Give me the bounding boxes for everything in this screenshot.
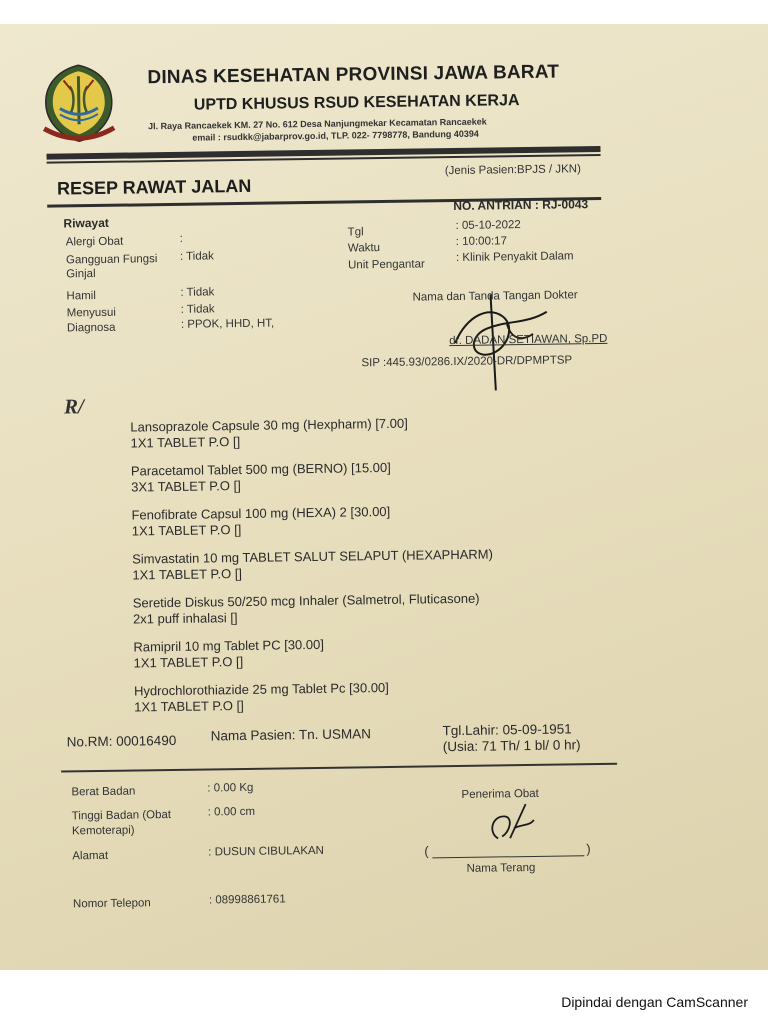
patient-age: (Usia: 71 Th/ 1 bl/ 0 hr) bbox=[442, 737, 581, 755]
medication-dose: 1X1 TABLET P.O [] bbox=[132, 566, 243, 583]
org-title: DINAS KESEHATAN PROVINSI JAWA BARAT bbox=[147, 61, 560, 89]
receiver-name-label: Nama Terang bbox=[466, 861, 536, 875]
weight-value: : 0.00 Kg bbox=[207, 781, 254, 795]
address-line: Jl. Raya Rancaekek KM. 27 No. 612 Desa Nanjungmekar Kecamatan Rancaekek bbox=[148, 116, 487, 132]
medication-name: Seretide Diskus 50/250 mcg Inhaler (Salmetrol, Fluticasone) bbox=[132, 590, 480, 611]
medication-dose: 3X1 TABLET P.O [] bbox=[131, 478, 241, 495]
address-label: Alamat bbox=[72, 849, 109, 863]
receiver-name-line bbox=[432, 855, 584, 858]
queue-number: NO. ANTRIAN : RJ-0043 bbox=[453, 197, 589, 214]
phone-value: : 08998861761 bbox=[208, 893, 286, 907]
kidney-label: Gangguan Fungsi bbox=[65, 253, 158, 267]
height-label: Tinggi Badan (Obat bbox=[71, 809, 172, 823]
medical-record-number: No.RM: 00016490 bbox=[66, 732, 177, 750]
time-value: : 10:00:17 bbox=[455, 235, 508, 248]
rx-symbol: R/ bbox=[63, 394, 85, 419]
kidney-value: : Tidak bbox=[179, 250, 214, 263]
time-label: Waktu bbox=[347, 242, 381, 255]
medication-dose: 1X1 TABLET P.O [] bbox=[133, 653, 244, 671]
medication-dose: 1X1 TABLET P.O [] bbox=[130, 434, 241, 451]
receiver-bracket-open: ( bbox=[424, 843, 429, 859]
address-value: : DUSUN CIBULAKAN bbox=[208, 844, 325, 859]
referring-unit-label: Unit Pengantar bbox=[348, 258, 425, 272]
date-value: : 05-10-2022 bbox=[455, 219, 521, 232]
kidney-label-line2: Ginjal bbox=[66, 268, 96, 281]
allergy-label: Alergi Obat bbox=[65, 235, 124, 249]
scanner-watermark: Dipindai dengan CamScanner bbox=[561, 994, 748, 1010]
provincial-emblem-logo bbox=[41, 62, 116, 145]
phone-label: Nomor Telepon bbox=[72, 897, 151, 911]
patient-divider bbox=[61, 763, 617, 772]
pregnant-label: Hamil bbox=[66, 290, 96, 303]
diagnosis-label: Diagnosa bbox=[66, 321, 116, 335]
allergy-value: : bbox=[179, 232, 183, 245]
patient-name: Nama Pasien: Tn. USMAN bbox=[210, 726, 372, 744]
diagnosis-value: : PPOK, HHD, HT, bbox=[180, 317, 275, 331]
height-label-line2: Kemoterapi) bbox=[71, 824, 135, 838]
unit-title: UPTD KHUSUS RSUD KESEHATAN KERJA bbox=[193, 92, 520, 114]
medication-dose: 2x1 puff inhalasi [] bbox=[132, 610, 238, 627]
breastfeeding-value: : Tidak bbox=[180, 303, 215, 316]
medication-dose: 1X1 TABLET P.O [] bbox=[131, 522, 242, 539]
pregnant-value: : Tidak bbox=[180, 286, 215, 299]
form-title: RESEP RAWAT JALAN bbox=[56, 175, 252, 199]
breastfeeding-label: Menyusui bbox=[66, 306, 117, 320]
referring-unit-value: : Klinik Penyakit Dalam bbox=[455, 250, 574, 264]
medication-dose: 1X1 TABLET P.O [] bbox=[134, 697, 244, 715]
patient-type: (Jenis Pasien:BPJS / JKN) bbox=[444, 163, 581, 178]
height-value: : 0.00 cm bbox=[207, 805, 256, 819]
history-heading: Riwayat bbox=[63, 215, 109, 231]
patient-dob: Tgl.Lahir: 05-09-1951 bbox=[442, 721, 572, 739]
date-label: Tgl bbox=[347, 226, 364, 239]
document-paper bbox=[0, 24, 768, 970]
receiver-signature bbox=[484, 798, 545, 849]
medication-name: Ramipril 10 mg Tablet PC [30.00] bbox=[133, 636, 325, 655]
prescription-sheet bbox=[0, 24, 768, 970]
doctor-sign-label: Nama dan Tanda Tangan Dokter bbox=[412, 289, 578, 304]
medication-name: Lansoprazole Capsule 30 mg (Hexpharm) [7.00] bbox=[130, 415, 408, 435]
medication-name: Simvastatin 10 mg TABLET SALUT SELAPUT (HEXAPHARM) bbox=[132, 546, 493, 567]
medication-name: Hydrochlorothiazide 25 mg Tablet Pc [30.00] bbox=[133, 679, 389, 699]
medication-name: Fenofibrate Capsul 100 mg (HEXA) 2 [30.00] bbox=[131, 503, 391, 523]
receiver-bracket-close: ) bbox=[586, 841, 591, 857]
contact-line: email : rsudkk@jabarprov.go.id, TLP. 022- 7798778, Bandung 40394 bbox=[192, 128, 479, 143]
doctor-name: dr. DADAN SETIAWAN, Sp.PD bbox=[449, 332, 608, 348]
receiver-label: Penerima Obat bbox=[461, 787, 539, 801]
doctor-license: SIP :445.93/0286.IX/2020-DR/DPMPTSP bbox=[361, 354, 573, 370]
weight-label: Berat Badan bbox=[71, 785, 136, 799]
medication-name: Paracetamol Tablet 500 mg (BERNO) [15.00] bbox=[130, 459, 391, 479]
